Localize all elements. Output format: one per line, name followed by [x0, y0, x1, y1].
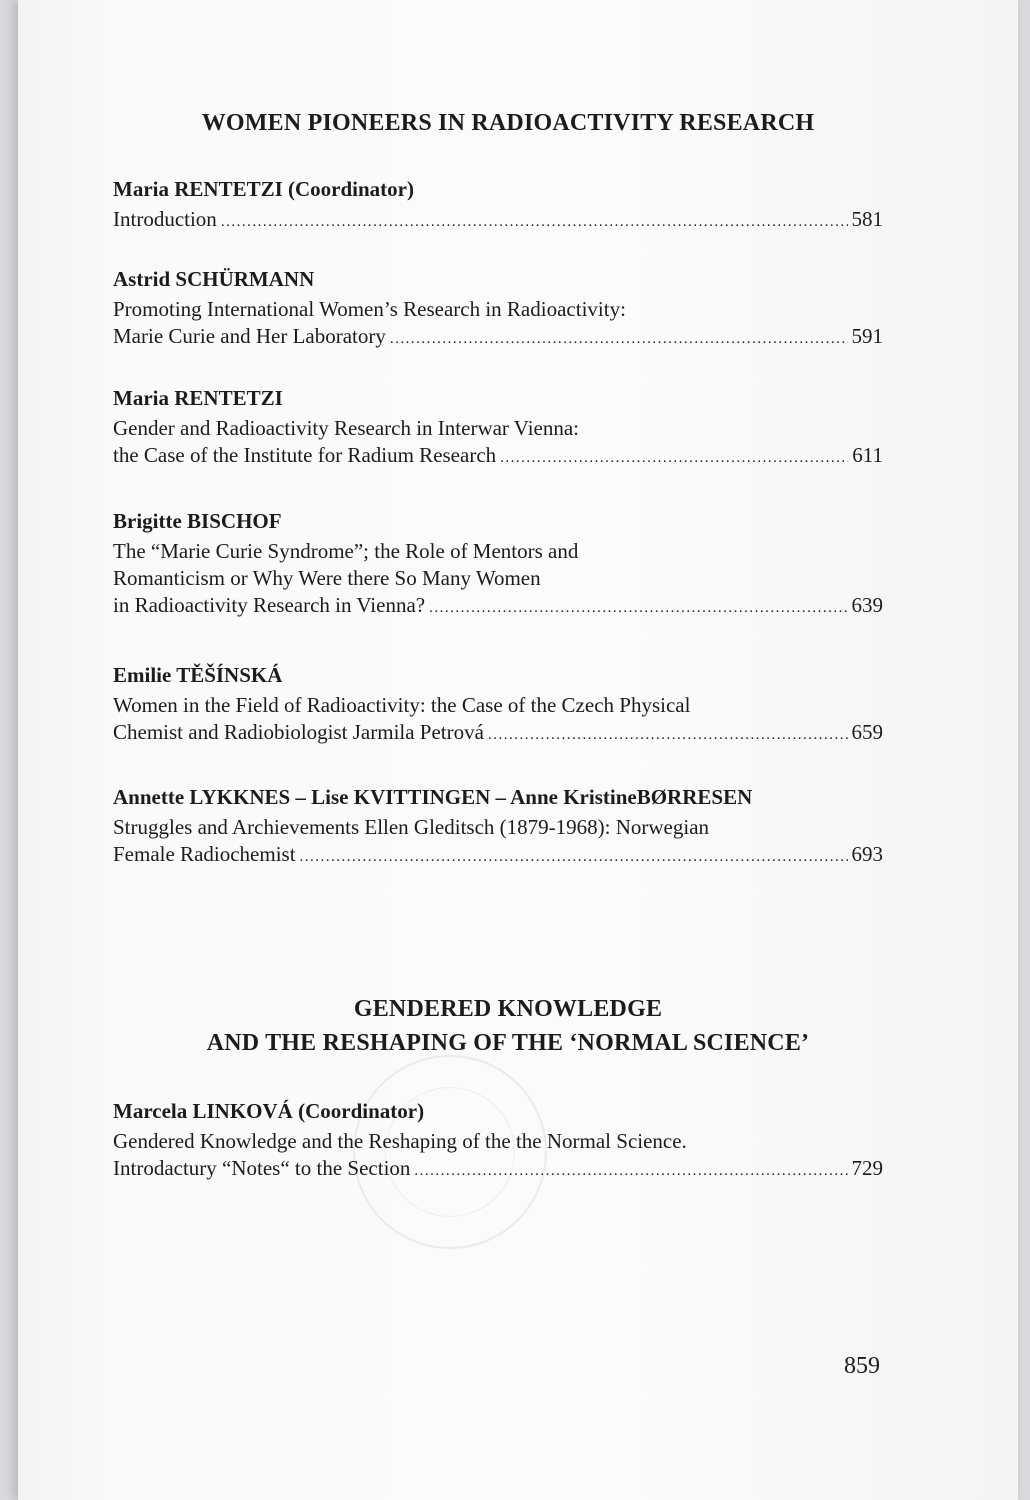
entry-title-line: [113, 323, 883, 353]
entry-page-number: 729: [851, 1156, 883, 1180]
dot-leader: [414, 1158, 847, 1185]
dot-leader: [488, 722, 848, 749]
entry-title: Struggles and Archievements Ellen Gleditsch (1879-1968): Norwegian: [113, 815, 710, 839]
toc-entry: [113, 176, 883, 236]
dot-leader: [429, 595, 847, 622]
entry-title-line: [113, 719, 883, 749]
toc-entry: [113, 784, 883, 871]
entry-title: Promoting International Women’s Research in Radioactivity:: [113, 297, 626, 321]
section-title-radioactivity: WOMEN PIONEERS IN RADIOACTIVITY RESEARCH: [201, 110, 815, 136]
entry-author: Annette LYKKNES – Lise KVITTINGEN – Anne KristineBØRRESEN: [113, 785, 753, 809]
section-title-line: GENDERED KNOWLEDGE: [353, 996, 663, 1022]
entry-title: Gender and Radioactivity Research in Interwar Vienna:: [113, 416, 580, 440]
section-title-line: AND THE RESHAPING OF THE ‘NORMAL SCIENCE’: [206, 1030, 810, 1056]
dot-leader: [390, 326, 848, 353]
entry-author: Emilie TĚŠÍNSKÁ: [113, 663, 283, 687]
entry-author: Brigitte BISCHOF: [113, 509, 282, 533]
entry-page-number: 659: [851, 720, 883, 744]
section-title-gendered-knowledge: [108, 992, 908, 1060]
entry-title: Gendered Knowledge and the Reshaping of the the Normal Science.: [113, 1129, 687, 1153]
entry-title: Female Radiochemist: [113, 842, 296, 866]
entry-page-number: 611: [852, 443, 883, 467]
entry-title: Introdactury “Notes“ to the Section: [113, 1156, 411, 1180]
book-page: [18, 0, 1018, 1500]
entry-author: Marcela LINKOVÁ (Coordinator): [113, 1099, 425, 1123]
entry-page-number: 639: [851, 593, 883, 617]
dot-leader: [300, 844, 848, 871]
toc-entry: [113, 1098, 883, 1185]
entry-title-line: [113, 206, 883, 236]
page-number: 859: [844, 1353, 880, 1379]
entry-title-line: [113, 841, 883, 871]
entry-title: Women in the Field of Radioactivity: the Case of the Czech Physical: [113, 693, 691, 717]
entry-title-line: [113, 1155, 883, 1185]
dot-leader: [500, 445, 848, 472]
entry-title: Marie Curie and Her Laboratory: [113, 324, 386, 348]
entry-title-line: [113, 592, 883, 622]
entry-title: Chemist and Radiobiologist Jarmila Petrová: [113, 720, 484, 744]
entry-page-number: 581: [851, 207, 883, 231]
entry-title: The “Marie Curie Syndrome”; the Role of Mentors and: [113, 539, 579, 563]
entry-author: Astrid SCHÜRMANN: [113, 267, 315, 291]
entry-title: the Case of the Institute for Radium Research: [113, 443, 497, 467]
toc-entry: [113, 508, 883, 622]
toc-entry: [113, 385, 883, 472]
entry-title: Romanticism or Why Were there So Many Women: [113, 566, 541, 590]
entry-page-number: 591: [851, 324, 883, 348]
entry-title: Introduction: [113, 207, 217, 231]
entry-author: Maria RENTETZI (Coordinator): [113, 177, 414, 201]
toc-entry: [113, 266, 883, 353]
entry-page-number: 693: [851, 842, 883, 866]
entry-title-line: [113, 442, 883, 472]
dot-leader: [221, 209, 848, 236]
toc-entry: [113, 662, 883, 749]
entry-author: Maria RENTETZI: [113, 386, 283, 410]
entry-title: in Radioactivity Research in Vienna?: [113, 593, 426, 617]
